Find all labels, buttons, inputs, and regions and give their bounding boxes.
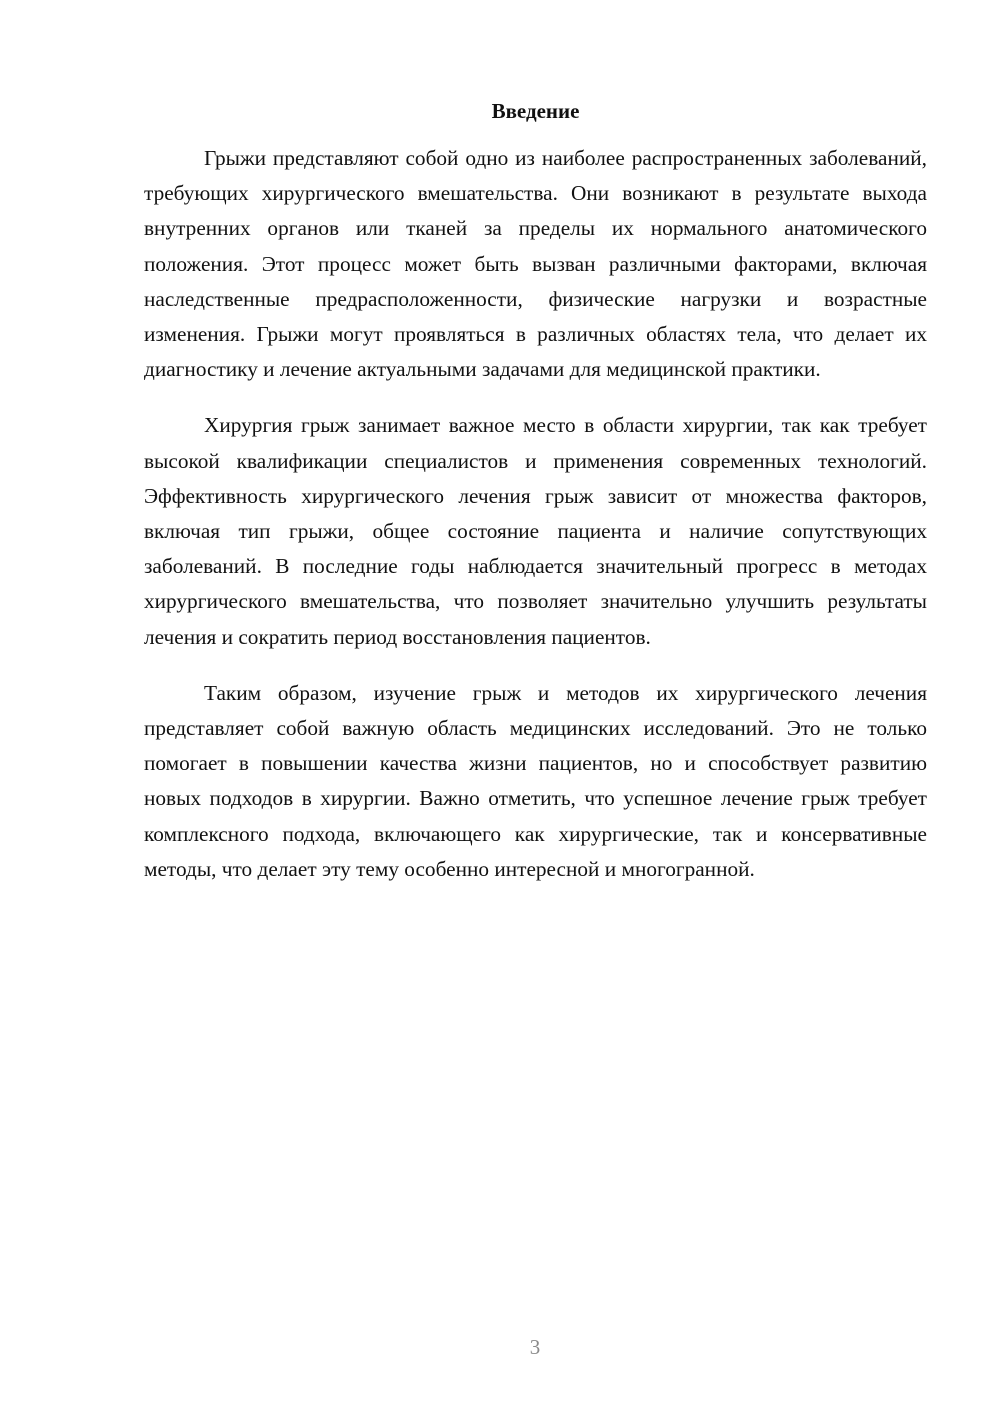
paragraph-1: Грыжи представляют собой одно из наиболее распространенных заболеваний, требующих хирургического вмешательства. Они возникают в результате выхода внутренних органов или тканей за пределы их нормального анатомического положения. Этот процесс может быть вызван различными факторами, включая наследственные предрасположенности, физические нагрузки и возрастные изменения. Грыжи могут проявляться в различных областях тела, что делает их диагностику и лечение актуальными задачами для медицинской практики. bbox=[144, 146, 927, 382]
page-number: 3 bbox=[529, 1335, 541, 1359]
page-content bbox=[144, 96, 927, 908]
paragraph-2: Хирургия грыж занимает важное место в области хирургии, так как требует высокой квалификации специалистов и применения современных технологий. Эффективность хирургического лечения грыж зависит от множества факторов, включая тип грыжи, общее состояние пациента и наличие сопутствующих заболеваний. В последние годы наблюдается значительный прогресс в методах хирургического вмешательства, что позволяет значительно улучшить результаты лечения и сократить период восстановления пациентов. bbox=[144, 413, 927, 649]
section-title: Введение bbox=[491, 99, 580, 123]
paragraph-3: Таким образом, изучение грыж и методов их хирургического лечения представляет собой важную область медицинских исследований. Это не только помогает в повышении качества жизни пациентов, но и способствует развитию новых подходов в хирургии. Важно отметить, что успешное лечение грыж требует комплексного подхода, включающего как хирургические, так и консервативные методы, что делает эту тему особенно интересной и многогранной. bbox=[144, 680, 927, 881]
